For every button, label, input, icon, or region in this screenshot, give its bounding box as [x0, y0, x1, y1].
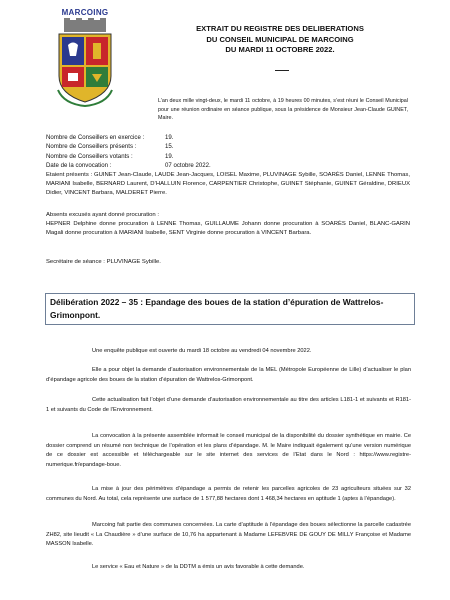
- deliberation-title: Délibération 2022 – 35 : Epandage des boues de la station d’épuration de Wattrelos-Grimonpont.: [50, 297, 384, 320]
- paragraph-text: Elle a pour objet la demande d’autorisation environnementale de la MEL (Métropole Européenne de Lille) d’actualiser le plan d’épandage agricole des boues de la station d’épuration de Wattrelos-Grimonpont.: [46, 367, 411, 383]
- stat-row: [46, 142, 246, 151]
- presents-paragraph: [46, 171, 410, 199]
- deliberation-box: [45, 293, 415, 325]
- body-paragraph: [46, 485, 411, 504]
- crest-shield-icon: [54, 18, 116, 108]
- stat-row: [46, 133, 246, 142]
- absents-text: HEPNER Delphine donne procuration à LENNE Thomas, GUILLAUME Johann donne procuration à SOARÈS Daniel, BLANC-GARIN Magali donne procuration à MARIANI Isabelle, SENT Virginie donne procuration à VINCENT Barbara.: [46, 221, 410, 237]
- title-line-3: DU MARDI 11 OCTOBRE 2022.: [225, 45, 335, 55]
- stat-value: 15.: [165, 143, 174, 151]
- title-line-2: DU CONSEIL MUNICIPAL DE MARCOING: [206, 34, 354, 44]
- stat-label: Date de la convocation :: [46, 162, 112, 170]
- presents-text: Etaient présents : GUINET Jean-Claude, LAUDE Jean-Jacques, LOISEL Maxime, PLUVINAGE Sybille, SOARÈS Daniel, LENNE Thomas, MARIANI Isabelle, BERNARD Laurent, D’HALLUIN Florence, CARPENTIER Christophe, GUINET Stéphanie, GUINET Géraldine, DRIEUX Didier, VINCENT Barbara, MALDERET Pierre.: [46, 172, 410, 197]
- body-paragraph: [46, 366, 411, 385]
- paragraph-text: La convocation à la présente assemblée informait le conseil municipal de la disponibilité du dossier synthétique en mairie. Ce dossier comprend un résumé non technique de l’opération et les plans d’épandage. M. le Maire indiquait également qu’une version numérique de ce dossier est accessible et téléchargeable sur le site internet des services de l’Etat dans le Nord : https://www.registre-numerique.fr/epandage-boue.: [46, 433, 411, 468]
- crest-name: MARCOING: [61, 8, 109, 17]
- council-stats: [46, 133, 246, 171]
- stat-label: Nombre de Conseillers en exercice :: [46, 134, 145, 141]
- paragraph-text: Le service « Eau et Nature » de la DDTM a émis un avis favorable à cette demande.: [92, 564, 305, 570]
- body-paragraph: [46, 396, 411, 415]
- body-paragraph: [46, 432, 411, 470]
- stat-value: 07 octobre 2022.: [165, 162, 211, 170]
- stat-row: [46, 161, 246, 170]
- body-paragraph: [46, 563, 411, 573]
- body-paragraph: [46, 521, 411, 550]
- meeting-intro: L’an deux mille vingt-deux, le mardi 11 octobre, à 19 heures 00 minutes, s’est réuni le Conseil Municipal pour une réunion ordinaire en séance publique, sous la présidence de Monsieur Jean-Claude GUINET, Maire.: [158, 98, 408, 122]
- title-line-1: EXTRAIT DU REGISTRE DES DELIBERATIONS: [196, 24, 364, 33]
- paragraph-text: Cette actualisation fait l’objet d’une demande d’autorisation environnementale au titre des articles L181-1 et suivants et R181-1 et suivants du Code de l’Environnement.: [46, 397, 411, 413]
- paragraph-text: Une enquête publique est ouverte du mardi 18 octobre au vendredi 04 novembre 2022.: [92, 348, 312, 354]
- absents-paragraph: [46, 211, 410, 239]
- stat-value: 19.: [165, 134, 174, 141]
- secretary-paragraph: [46, 258, 410, 267]
- paragraph-text: Marcoing fait partie des communes concernées. La carte d’aptitude à l’épandage des boues sélectionne la parcelle cadastrée ZH82, site lieudit « La Chaudière » d’une surface de 10,76 ha appartenant à Madame LEFEBVRE DE GOUY DE MILLY Françoise et Madame MASSON Isabelle.: [46, 522, 411, 548]
- stat-label: Nombre de Conseillers votants :: [46, 152, 133, 160]
- stat-label: Nombre de Conseillers présents :: [46, 143, 137, 151]
- municipal-crest: [54, 8, 116, 108]
- body-paragraph: [46, 347, 411, 357]
- document-title: [196, 24, 364, 56]
- secretary-text: Secrétaire de séance : PLUVINAGE Sybille.: [46, 259, 161, 265]
- absents-label: Absents excusés ayant donné procuration :: [46, 212, 159, 218]
- title-divider: [275, 70, 289, 71]
- stat-value: 19.: [165, 152, 174, 160]
- paragraph-text: La mise à jour des périmètres d’épandage a permis de retenir les parcelles agricoles de 23 agriculteurs situées sur 32 communes du Nord. Au total, cela représente une surface de 1 577,88 hectares dont 1 468,34 hectares en aptitude 1 (aptes à l’épandage).: [46, 486, 411, 502]
- stat-row: [46, 152, 246, 161]
